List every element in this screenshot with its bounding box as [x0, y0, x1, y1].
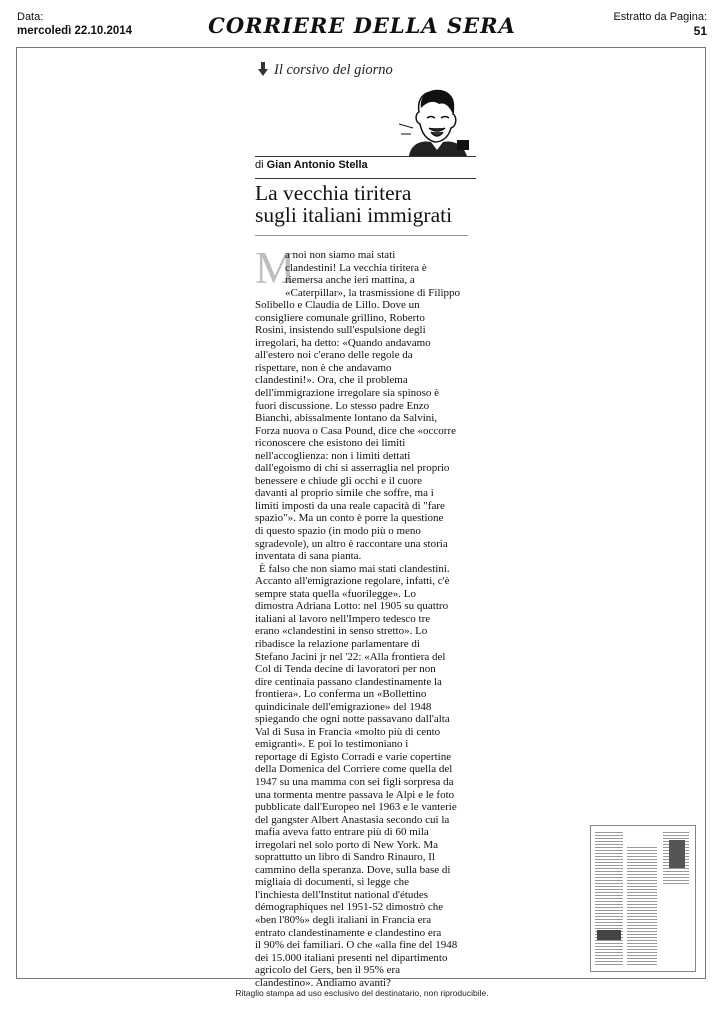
body-line: di questo spazio (in modo più o meno — [255, 525, 421, 538]
body-line: fuori discussione. Lo stesso padre Enzo — [255, 399, 430, 412]
body-line: Rosini, insistendo sull'espulsione degli — [255, 324, 426, 337]
body-line: rispettare, non è che andavamo — [255, 361, 392, 374]
body-line: soprattutto un libro di Sandro Rinauro, Il — [255, 851, 435, 864]
body-line: migliaia di documenti, si legge che — [255, 876, 409, 889]
body-line: 1947 su una mamma con sei figli sorpresa da — [255, 775, 454, 788]
masthead: CORRIERE DELLA SERA — [208, 13, 516, 38]
body-line: del gangster Albert Anastasia secondo cui la — [255, 813, 450, 826]
body-line: cammino della speranza. Dove, sulla base di — [255, 863, 451, 876]
headline — [255, 182, 476, 226]
body-line: Bianchi, abissalmente lontano da Salvini, — [255, 412, 438, 425]
body-line: mafia aveva fatto entrare più di 60 mila — [255, 826, 429, 839]
byline-prefix: di — [255, 159, 264, 171]
body-line: riemersa anche ieri mattina, a — [285, 274, 415, 287]
headline-line: La vecchia tiritera — [255, 181, 412, 205]
body-line: benessere e chiude gli occhi e il cuore — [255, 474, 423, 487]
body-line: reportage di Egisto Corradi e varie copertine — [255, 750, 452, 763]
body-line: nell'accoglienza: non i limiti dettati — [255, 449, 411, 462]
body-line: all'estero noi c'erano delle regole da — [255, 349, 413, 362]
body-line: l'inchiesta dell'Institut national d'études — [255, 888, 429, 901]
body-line: italiani al lavoro nell'Impero tedesco tre — [255, 612, 431, 625]
page-thumbnail — [590, 825, 696, 972]
body-line: dimostra Adriana Lotto: nel 1905 su quattro — [255, 600, 449, 613]
drop-cap: M — [255, 243, 296, 293]
body-line: Col di Tenda decine di lavoratori per non — [255, 663, 436, 676]
body-line: Accanto all'emigrazione regolare, infatti, c'è — [255, 575, 450, 588]
rubric-label: Il corsivo del giorno — [274, 62, 393, 78]
body-line: riconoscere che esistono dei limiti — [255, 437, 406, 450]
headline-underline — [255, 235, 468, 236]
body-line: inventata di sana pianta. — [255, 550, 362, 563]
body-line: clandestino». Andiamo avanti? — [255, 976, 391, 989]
body-line: entrato clandestinamente e clandestino era — [255, 926, 442, 939]
body-line: della Domenica del Corriere come quella del — [255, 763, 453, 776]
body-line: Solibello e Claudia de Lillo. Dove un — [255, 299, 420, 312]
article-body — [255, 243, 476, 989]
author-portrait-illustration — [397, 84, 475, 156]
body-line: clandestini!». Ora, che il problema — [255, 374, 408, 387]
byline — [255, 156, 476, 171]
body-line: sempre stata quella «fuorilegge». Lo — [255, 587, 416, 600]
body-line: ribadisce la relazione parlamentare di — [255, 637, 420, 650]
body-line: davanti al proprio simile che soffre, ma i — [255, 487, 434, 500]
body-line: dell'immigrazione irregolare sia spinoso è — [255, 387, 440, 400]
author-name: Gian Antonio Stella — [266, 159, 368, 171]
page-number: 51 — [693, 24, 707, 38]
body-line: consigliere comunale grillino, Roberto — [255, 311, 425, 324]
body-line: erano «clandestini in senso stretto». Lo — [255, 625, 428, 638]
footer-notice: Ritaglio stampa ad uso esclusivo del destinatario, non riproducibile. — [235, 988, 489, 998]
body-line: clandestini! La vecchia tiritera è — [285, 261, 427, 274]
rubric — [258, 62, 393, 79]
headline-line: sugli italiani immigrati — [255, 203, 453, 227]
body-line: il 90% dei familiari. O che «alla fine del 1948 — [255, 939, 458, 952]
body-line: démographiques nel 1951-52 dimostrò che — [255, 901, 444, 914]
date-label: Data: — [17, 11, 44, 23]
body-line: a noi non siamo mai stati — [285, 249, 396, 261]
body-line: frontiera». Lo conferma un «Bollettino — [255, 688, 427, 701]
body-line: irregolari nel solo porto di New York. Ma — [255, 838, 439, 851]
date-value: mercoledì 22.10.2014 — [17, 25, 133, 37]
headline-rule — [255, 178, 476, 179]
body-line: sgradevole), un altro è raccontare una storia — [255, 537, 448, 550]
body-line: limiti imposti da una reale capacità di "fare — [255, 499, 445, 512]
body-line: È falso che non siamo mai stati clandestini. — [259, 562, 450, 575]
body-line: quindicinale dell'emigrazione» del 1948 — [255, 700, 432, 713]
body-line: Val di Susa in Francia «molto più di cento — [255, 725, 441, 738]
body-line: spiegando che ogni notte passavano dall'alta — [255, 713, 450, 726]
header-page-block — [613, 10, 707, 38]
body-line: «ben l'80%» degli italiani in Francia era — [255, 913, 432, 926]
body-line: pubblicate dall'Europeo nel 1963 e le vanterie — [255, 801, 457, 814]
body-line: spazio"». Ma un conto è porre la questione — [255, 512, 444, 525]
rubric-marker-icon — [258, 62, 268, 76]
body-line: dei 15.000 italiani presenti nel dipartimento — [255, 951, 448, 964]
body-line: dire centinaia passano clandestinamente la — [255, 675, 442, 688]
body-line: «Caterpillar», la trasmissione di Filippo — [285, 286, 461, 299]
body-line: dall'egoismo di chi si asserraglia nel proprio — [255, 462, 450, 475]
body-line: Forza nuova o Casa Pound, dice che «occorre — [255, 424, 456, 437]
body-line: agricolo del Gers, ben il 95% era — [255, 964, 401, 977]
body-line: una tormenta mentre passava le Alpi e le foto — [255, 788, 455, 801]
body-line: Stefano Jacini jr nel '22: «Alla frontiera del — [255, 650, 446, 663]
body-line: irregolari, ha detto: «Quando andavamo — [255, 336, 431, 349]
page-label: Estratto da Pagina: — [613, 11, 707, 23]
body-line: emigranti». E poi lo testimoniano i — [255, 738, 409, 751]
